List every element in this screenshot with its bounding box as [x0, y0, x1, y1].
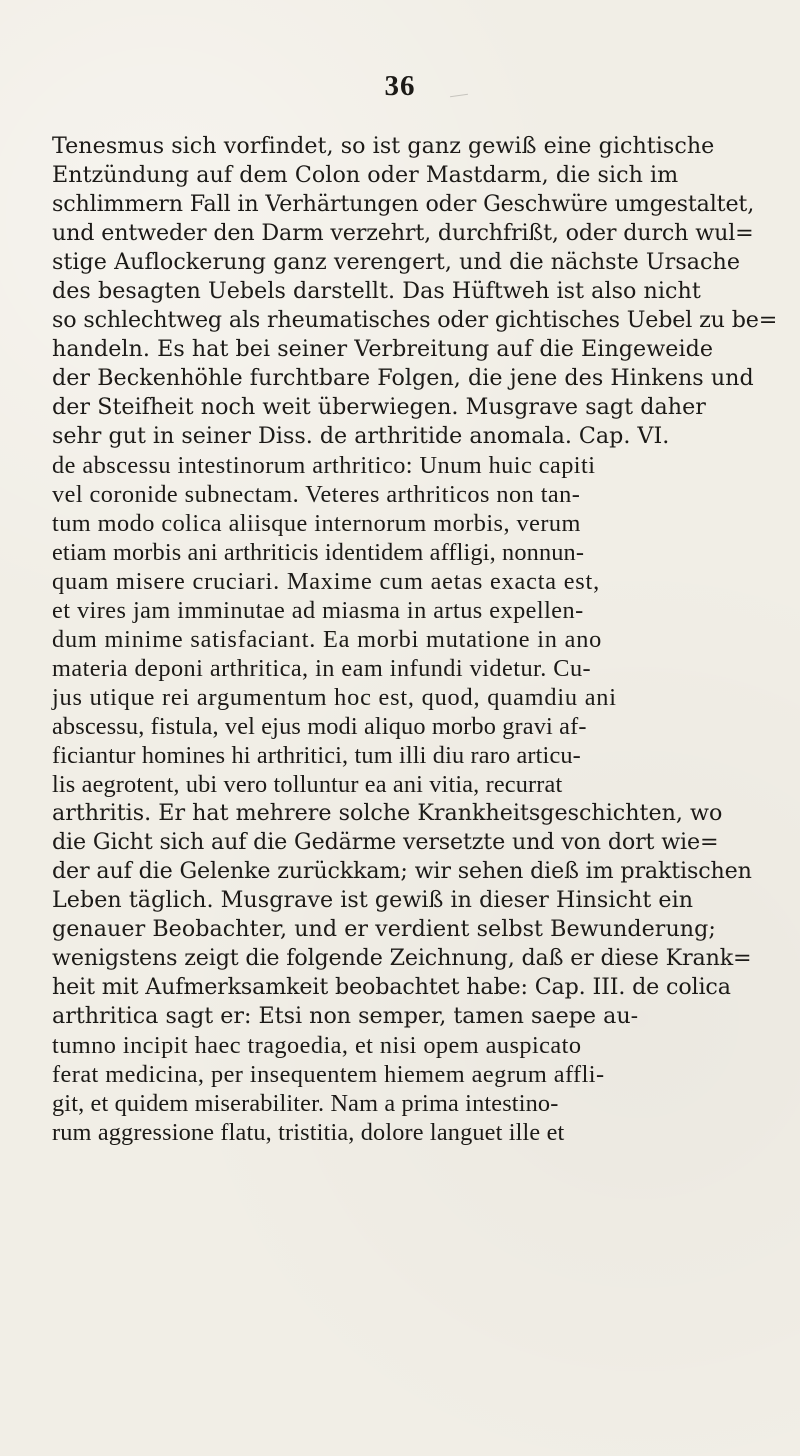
text-line: der Steifheit noch weit überwiegen. Musgrave sagt daher — [52, 394, 706, 420]
text-line: lis aegrotent, ubi vero tolluntur ea ani vitia, recurrat — [52, 771, 563, 798]
text-line: der Beckenhöhle furchtbare Folgen, die jene des Hinkens und — [52, 365, 754, 391]
text-line: genauer Beobachter, und er verdient selbst Bewunderung; — [52, 916, 716, 942]
text-line: heit mit Aufmerksamkeit beobachtet habe: Cap. III. de colica — [52, 974, 731, 1000]
text-line: und entweder den Darm verzehrt, durchfrißt, oder durch wul= — [52, 220, 754, 246]
text-line: Leben täglich. Musgrave ist gewiß in dieser Hinsicht ein — [52, 887, 694, 913]
text-line: Entzündung auf dem Colon oder Mastdarm, die sich im — [52, 162, 679, 188]
text-line: Tenesmus sich vorfindet, so ist ganz gewiß eine gichtische — [52, 133, 715, 159]
text-line: handeln. Es hat bei seiner Verbreitung auf die Eingeweide — [52, 336, 714, 362]
text-line: tum modo colica aliisque internorum morbis, verum — [52, 510, 581, 537]
text-line: materia deponi arthritica, in eam infundi videtur. Cu- — [52, 655, 592, 682]
text-line: git, et quidem miserabiliter. Nam a prima intestino- — [52, 1090, 559, 1117]
text-line: so schlechtweg als rheumatisches oder gichtisches Uebel zu be= — [52, 307, 778, 333]
text-line: arthritis. Er hat mehrere solche Krankheitsgeschichten, wo — [52, 800, 723, 826]
text-line: wenigstens zeigt die folgende Zeichnung, daß er diese Krank= — [52, 945, 752, 971]
text-line: schlimmern Fall in Verhärtungen oder Geschwüre umgestaltet, — [52, 191, 755, 217]
text-line: jus utique rei argumentum hoc est, quod, quamdiu ani — [52, 684, 617, 711]
text-line: quam misere cruciari. Maxime cum aetas exacta est, — [52, 568, 600, 595]
text-line: die Gicht sich auf die Gedärme versetzte und von dort wie= — [52, 829, 719, 855]
page-number: 36 — [384, 70, 416, 102]
text-line: ferat medicina, per insequentem hiemem aegrum affli- — [52, 1061, 605, 1088]
text-line: vel coronide subnectam. Veteres arthriticos non tan- — [52, 481, 581, 508]
text-line: der auf die Gelenke zurückkam; wir sehen dieß im praktischen — [52, 858, 752, 884]
text-line: tumno incipit haec tragoedia, et nisi opem auspicato — [52, 1032, 582, 1059]
text-line: ficiantur homines hi arthritici, tum illi diu raro articu- — [52, 742, 581, 769]
text-line: stige Auflockerung ganz verengert, und die nächste Ursache — [52, 249, 741, 275]
text-line: rum aggressione flatu, tristitia, dolore languet ille et — [52, 1119, 565, 1146]
text-line: et vires jam imminutae ad miasma in artus expellen- — [52, 597, 584, 624]
text-line: etiam morbis ani arthriticis identidem affligi, nonnun- — [52, 539, 585, 566]
text-line: dum minime satisfaciant. Ea morbi mutatione in ano — [52, 626, 603, 653]
text-line: des besagten Uebels darstellt. Das Hüftweh ist also nicht — [52, 278, 701, 304]
text-line: sehr gut in seiner Diss. de arthritide anomala. Cap. VI. — [52, 423, 670, 449]
body-text — [52, 132, 780, 1147]
text-line: arthritica sagt er: Etsi non semper, tamen saepe au- — [52, 1003, 639, 1029]
text-line: de abscessu intestinorum arthritico: Unum huic capiti — [52, 452, 596, 479]
text-line: abscessu, fistula, vel ejus modi aliquo morbo gravi af- — [52, 713, 587, 740]
